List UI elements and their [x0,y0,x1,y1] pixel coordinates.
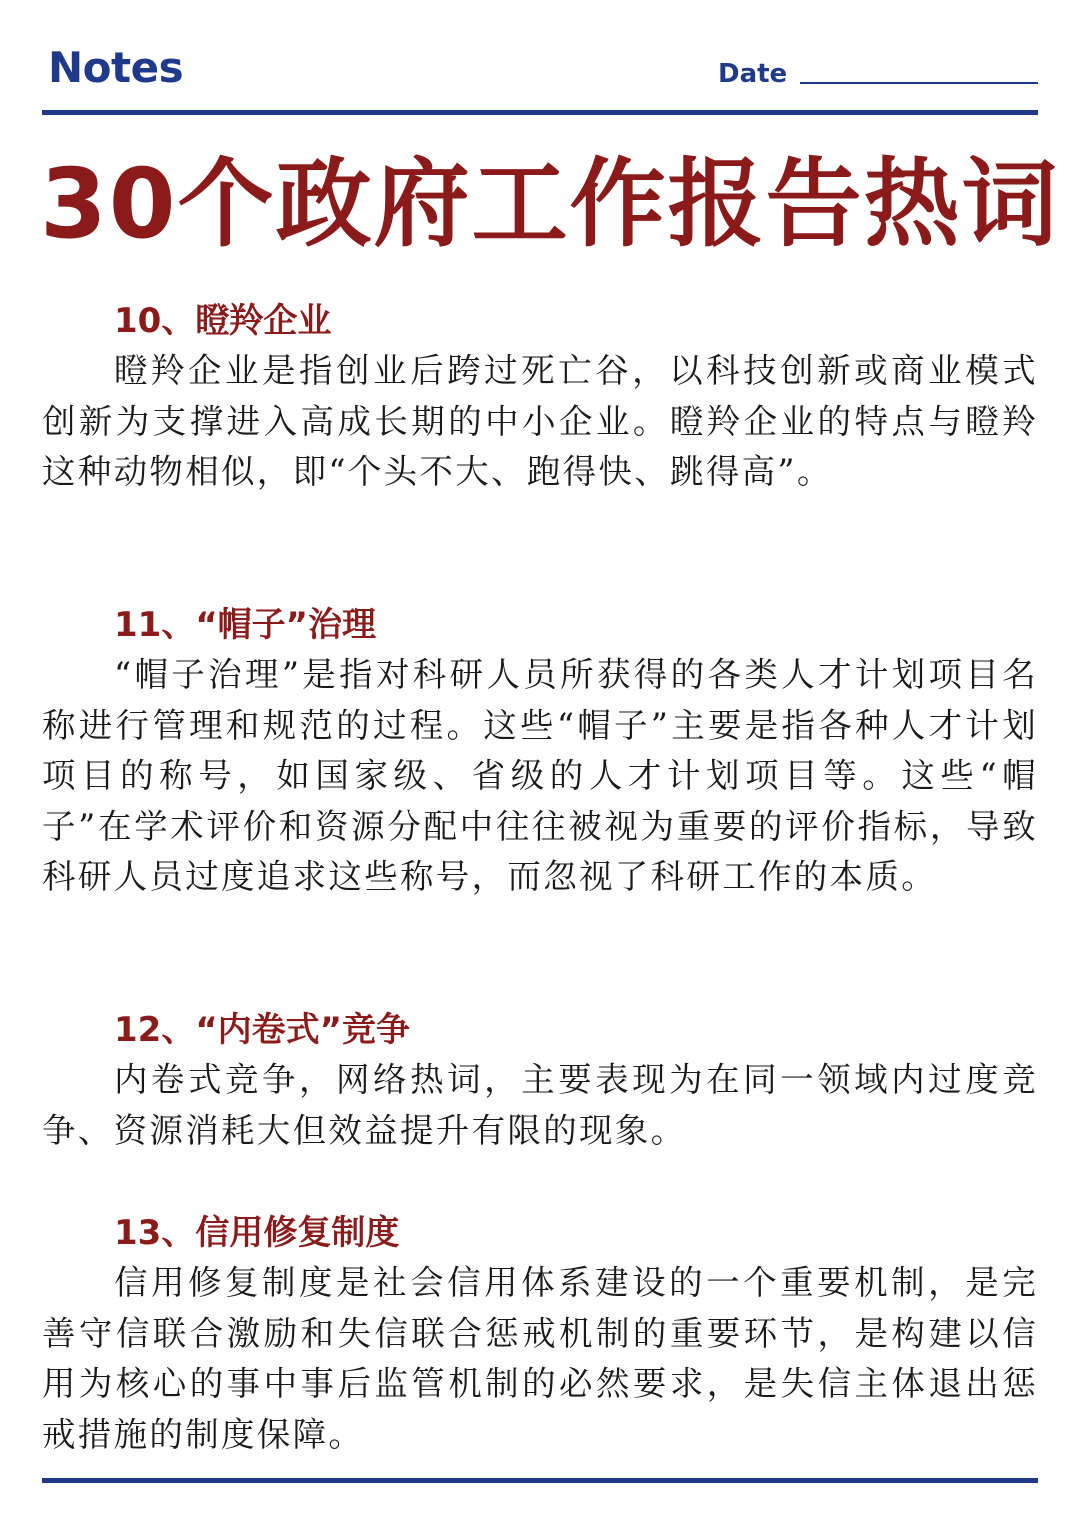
section-heading: 12、“内卷式”竞争 [114,1010,411,1050]
section-hat-governance [42,600,1038,903]
section-body: 内卷式竞争，网络热词，主要表现为在同一领域内过度竞争、资源消耗大但效益提升有限的现象。 [42,1060,1038,1150]
section-heading: 10、瞪羚企业 [114,301,332,341]
page-header [0,0,1080,120]
notes-label: Notes [48,43,184,92]
section-body: 瞪羚企业是指创业后跨过死亡谷，以科技创新或商业模式创新为支撑进入高成长期的中小企业。瞪羚企业的特点与瞪羚这种动物相似，即“个头不大、跑得快、跳得高”。 [42,351,1038,491]
page-title: 30个政府工作报告热词 [40,148,1060,260]
section-heading: 13、信用修复制度 [114,1213,400,1253]
section-credit-repair [42,1208,1038,1460]
header-divider [42,110,1038,115]
section-heading: 11、“帽子”治理 [114,605,377,645]
section-gazelle-enterprise [42,296,1038,498]
date-underline [800,82,1038,84]
footer-divider [42,1478,1038,1483]
section-involution-competition [42,1005,1038,1156]
section-body: “帽子治理”是指对科研人员所获得的各类人才计划项目名称进行管理和规范的过程。这些“帽子”主要是指各种人才计划项目的称号，如国家级、省级的人才计划项目等。这些“帽子”在学术评价和资源分配中往往被视为重要的评价指标，导致科研人员过度追求这些称号，而忽视了科研工作的本质。 [42,655,1038,896]
section-body: 信用修复制度是社会信用体系建设的一个重要机制，是完善守信联合激励和失信联合惩戒机制的重要环节，是构建以信用为核心的事中事后监管机制的必然要求，是失信主体退出惩戒措施的制度保障。 [42,1263,1038,1454]
date-label: Date [718,59,788,89]
